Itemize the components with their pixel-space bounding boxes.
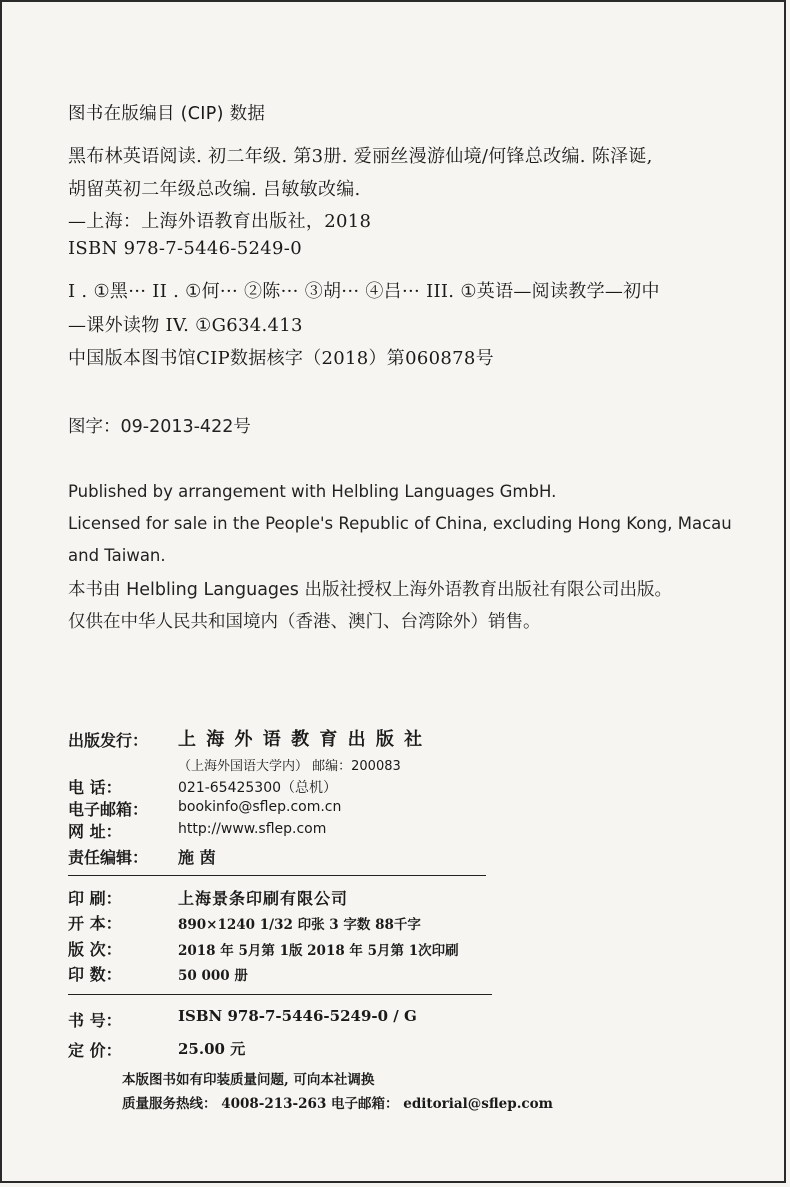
copies-value: 50 000 册	[178, 968, 248, 984]
license-en-2: Licensed for sale in the People's Republic of China, excluding Hong Kong, Macau	[68, 514, 732, 533]
editor-value: 施 茵	[178, 848, 216, 867]
printer-value: 上海景条印刷有限公司	[178, 889, 349, 908]
phone-label: 电 话：	[68, 778, 122, 797]
license-en-1: Published by arrangement with Helbling Languages GmbH.	[68, 482, 557, 501]
printer-label: 印 刷：	[68, 889, 122, 908]
cip-record: 中国版本图书馆CIP数据核字（2018）第060878号	[68, 348, 494, 369]
edition-value: 2018 年 5月第 1版 2018 年 5月第 1次印刷	[178, 943, 459, 959]
website-value: http://www.sflep.com	[178, 821, 327, 837]
divider-2	[68, 994, 492, 995]
license-cn-1: 本书由 Helbling Languages 出版社授权上海外语教育出版社有限公司出版。	[68, 580, 672, 600]
license-en-3: and Taiwan.	[68, 546, 166, 565]
editor-label: 责任编辑：	[68, 848, 149, 867]
publisher-name: 上 海 外 语 教 育 出 版 社	[178, 729, 425, 750]
price-label: 定 价：	[68, 1041, 122, 1060]
cip-heading: 图书在版编目 (CIP) 数据	[68, 104, 266, 124]
price-value: 25.00 元	[178, 1040, 246, 1058]
email-label: 电子邮箱：	[68, 800, 149, 819]
phone-value: 021-65425300（总机）	[178, 780, 338, 796]
cip-line-1: 黑布林英语阅读. 初二年级. 第3册. 爱丽丝漫游仙境/何锋总改编. 陈泽诞,	[68, 146, 653, 167]
cip-isbn: ISBN 978-7-5446-5249-0	[68, 238, 302, 259]
website-label: 网 址：	[68, 822, 122, 841]
email-value: bookinfo@sflep.com.cn	[178, 799, 342, 815]
tuzi-number: 图字：09-2013-422号	[68, 417, 251, 437]
divider-1	[68, 875, 486, 876]
book-code-label: 书 号：	[68, 1011, 122, 1030]
format-label: 开 本：	[68, 914, 122, 933]
copies-label: 印 数：	[68, 965, 122, 984]
license-cn-2: 仅供在中华人民共和国境内（香港、澳门、台湾除外）销售。	[68, 612, 541, 632]
cip-class-1: I . ①黑··· II . ①何··· ②陈··· ③胡··· ④吕··· III. ①英语—阅读教学—初中	[68, 281, 660, 302]
edition-label: 版 次：	[68, 940, 122, 959]
book-code-value: ISBN 978-7-5446-5249-0 / G	[178, 1007, 417, 1025]
format-value: 890×1240 1/32 印张 3 字数 88千字	[178, 917, 421, 933]
publisher-address: （上海外国语大学内） 邮编：200083	[178, 759, 401, 774]
cip-line-2: 胡留英初二年级总改编. 吕敏敏改编.	[68, 179, 361, 200]
quality-note: 本版图书如有印装质量问题, 可向本社调换	[122, 1072, 375, 1088]
cip-class-2: —课外读物 IV. ①G634.413	[68, 315, 303, 336]
cip-line-3: —上海：上海外语教育出版社，2018	[68, 211, 372, 232]
publisher-label: 出版发行：	[68, 731, 149, 750]
quality-hotline: 质量服务热线： 4008-213-263 电子邮箱： editorial@sflep.com	[122, 1096, 553, 1112]
